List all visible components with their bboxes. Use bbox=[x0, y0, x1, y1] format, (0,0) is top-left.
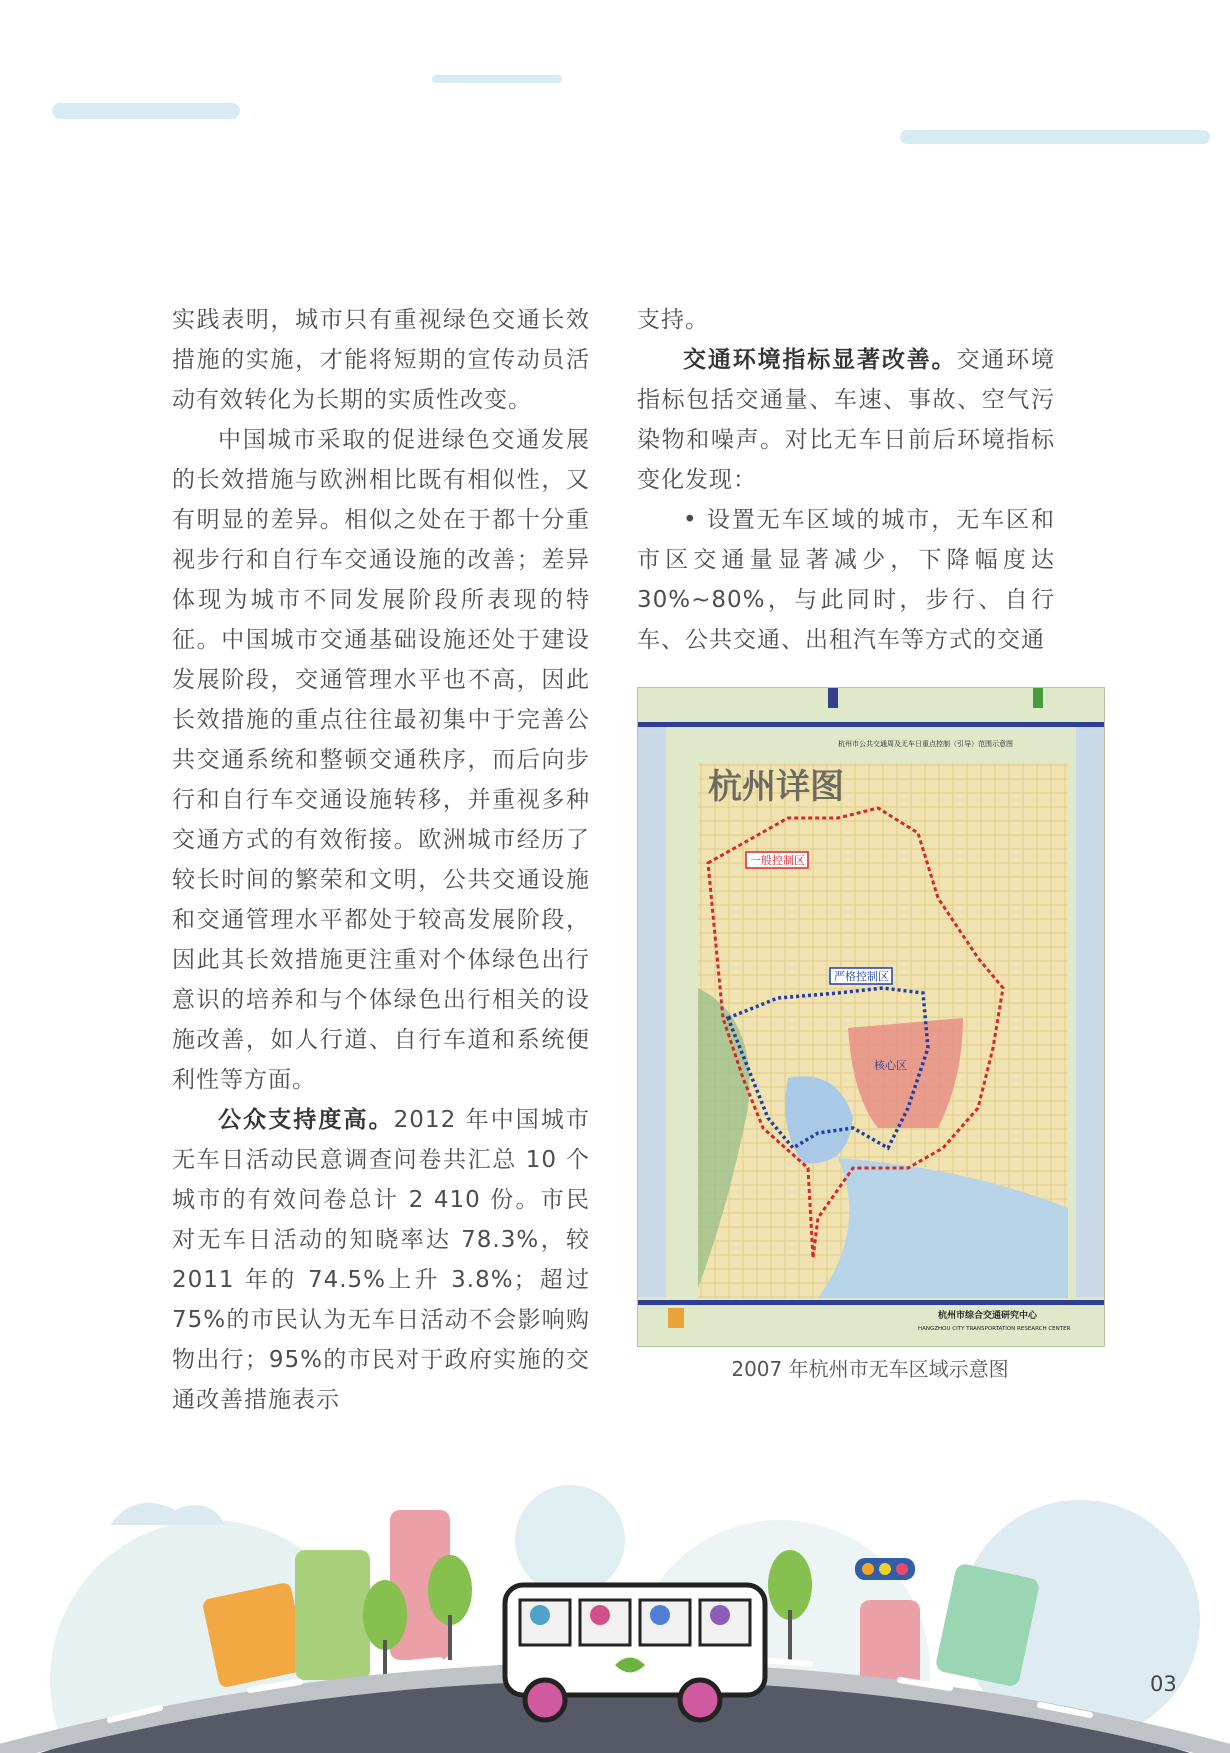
map-footer-en: HANGZHOU CITY TRANSPORTATION RESEARCH CENTER bbox=[918, 1326, 1071, 1332]
label-general-zone: 一般控制区 bbox=[750, 854, 805, 867]
left-paragraph-3 bbox=[172, 1100, 590, 1420]
label-core-zone: 核心区 bbox=[874, 1059, 907, 1072]
left-column bbox=[172, 300, 590, 1420]
right-paragraph-2 bbox=[637, 340, 1055, 500]
map-title: 杭州详图 bbox=[708, 767, 844, 807]
footer-illustration bbox=[0, 1450, 1230, 1753]
right-paragraph-3: • 设置无车区域的城市，无车区和市区交通量显著减少，下降幅度达 30%~80%，与此同时，步行、自行车、公共交通、出租汽车等方式的交通 bbox=[637, 507, 1055, 653]
page-number: 03 bbox=[1150, 1672, 1177, 1696]
left-paragraph-3-body: 2012 年中国城市无车日活动民意调查问卷共汇总 10 个城市的有效问卷总计 2 410 份。市民对无车日活动的知晓率达 78.3%，较 2011 年的 74.5%上升 3.8%；超过 75%的市民认为无车日活动不会影响购物出行；95%的市民对于政府实施的交通改善措施表示 bbox=[172, 1107, 590, 1413]
hangzhou-map bbox=[637, 687, 1105, 1347]
map-graphic bbox=[638, 688, 1104, 1346]
map-caption: 2007 年杭州市无车区域示意图 bbox=[731, 1357, 1009, 1381]
label-strict-zone: 严格控制区 bbox=[834, 970, 889, 983]
right-paragraph-1: 支持。 bbox=[637, 307, 709, 333]
right-column bbox=[637, 300, 1055, 660]
top-deco-bar-1 bbox=[432, 75, 562, 83]
right-paragraph-2-heading: 交通环境指标显著改善。 bbox=[683, 347, 957, 373]
top-deco-bar-2 bbox=[52, 103, 240, 119]
left-paragraph-1: 实践表明，城市只有重视绿色交通长效措施的实施，才能将短期的宣传动员活动有效转化为长期的实质性改变。 bbox=[172, 307, 590, 413]
map-header: 杭州市公共交通周及无车日重点控制（引导）范围示意图 bbox=[838, 740, 1013, 748]
map-footer-cn: 杭州市综合交通研究中心 bbox=[938, 1311, 1038, 1321]
right-paragraph-2-body: 交通环境指标包括交通量、车速、事故、空气污染物和噪声。对比无车日前后环境指标变化发现： bbox=[637, 347, 1056, 493]
left-paragraph-2: 中国城市采取的促进绿色交通发展的长效措施与欧洲相比既有相似性，又有明显的差异。相似之处在于都十分重视步行和自行车交通设施的改善；差异体现为城市不同发展阶段所表现的特征。中国城市交通基础设施还处于建设发展阶段，交通管理水平也不高，因此长效措施的重点往往最初集中于完善公共交通系统和整顿交通秩序，而后向步行和自行车交通设施转移，并重视多种交通方式的有效衔接。欧洲城市经历了较长时间的繁荣和文明，公共交通设施和交通管理水平都处于较高发展阶段，因此其长效措施更注重对个体绿色出行意识的培养和与个体绿色出行相关的设施改善，如人行道、自行车道和系统便利性等方面。 bbox=[172, 427, 590, 1093]
left-paragraph-3-heading: 公众支持度高。 bbox=[218, 1107, 394, 1133]
top-deco-bar-3 bbox=[900, 130, 1210, 144]
